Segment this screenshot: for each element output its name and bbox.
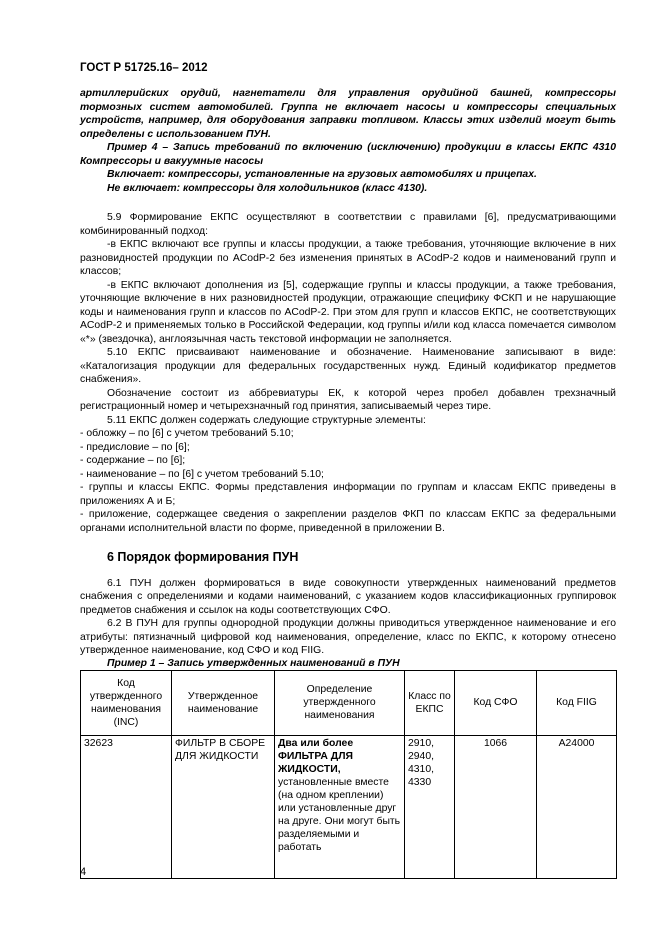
page-number: 4 [80, 866, 87, 878]
cell-definition [275, 735, 405, 878]
example4-line2: Включает: компрессоры, установленные на грузовых автомобилях и прицепах. [107, 169, 537, 180]
definition-bold-text: Два или более ФИЛЬТРА ДЛЯ ЖИДКОСТИ, [278, 737, 354, 775]
col-header-name: Утвержденное наименование [172, 670, 275, 735]
example1-title: Пример 1 – Запись утвержденных наименований в ПУН [107, 657, 400, 669]
list-item-preface: - предисловие – по [6]; [80, 441, 190, 453]
definition-text: установленные вместе (на одном креплении) или установленные друг на друге. Они могут быть разделяемыми и работать [278, 776, 401, 853]
cell-fiig: A24000 [537, 735, 617, 878]
paragraph-designation: Обозначение состоит из аббревиатуры ЕК, к которой через пробел добавлен трехзначный регистрационный номер и четырехзначный год принятия, записываемый через тире. [80, 387, 616, 412]
col-header-class: Класс по ЕКПС [405, 670, 455, 735]
document-header: ГОСТ Р 51725.16– 2012 [80, 62, 208, 74]
cell-class: 2910, 2940, 4310, 4330 [405, 735, 455, 878]
list-item-groups: - группы и классы ЕКПС. Формы представления информации по группам и классам ЕКПС приведены в приложениях А и Б; [80, 482, 616, 507]
paragraph-5-9-item-1: -в ЕКПС включают все группы и классы продукции, а также требования, уточняющие включение в них разновидностей продукции по ACodP-2 без изменения принятых в ACodP-2 кодов и наименований групп и классов; [80, 239, 616, 277]
paragraph-6-2: 6.2 В ПУН для группы однородной продукции должны приводиться утвержденное наименование и его атрибуты: пятизначный цифровой код наименования, определение, класс по ЕКПС, к которому отнесено утвержденное наименование, код СФО и код FIIG. [80, 618, 616, 656]
list-item-appendix: - приложение, содержащее сведения о закреплении разделов ФКП по классам ЕКПС за федеральными органами исполнительной власти по форме, приведенной в приложении В. [80, 509, 616, 534]
pun-table [80, 670, 617, 879]
example4-line3: Не включает: компрессоры для холодильников (класс 4130). [107, 182, 428, 194]
col-header-sfo: Код СФО [455, 670, 537, 735]
paragraph-5-10: 5.10 ЕКПС присваивают наименование и обозначение. Наименование записывают в виде: «Каталогизация продукции для федеральных государственных нужд. Единый кодификатор предметов снабжения». [80, 347, 616, 385]
cell-sfo: 1066 [455, 735, 537, 878]
cell-name: ФИЛЬТР В СБОРЕ ДЛЯ ЖИДКОСТИ [172, 735, 275, 878]
list-item-contents: - содержание – по [6]; [80, 455, 186, 466]
col-header-definition: Определение утвержденного наименования [275, 670, 405, 735]
paragraph-5-9: 5.9 Формирование ЕКПС осуществляют в соответствии с правилами [6], предусматривающими комбинированный подход: [80, 212, 616, 237]
paragraph-5-11: 5.11 ЕКПС должен содержать следующие структурные элементы: [107, 414, 426, 426]
table-row [81, 735, 617, 878]
spacer [80, 195, 616, 211]
col-header-fiig: Код FIIG [537, 670, 617, 735]
list-item-name: - наименование – по [6] с учетом требований 5.10; [80, 468, 324, 480]
page-content [80, 87, 616, 879]
cell-inc: 32623 [81, 735, 172, 878]
paragraph-6-1: 6.1 ПУН должен формироваться в виде совокупности утвержденных наименований предметов снабжения с определениями и кодами наименований, с указанием кодов классификационных группировок предметов снабжения и ссылок на коды соответствующих СФО. [80, 577, 616, 616]
table-header-row [81, 670, 617, 735]
paragraph-5-9-item-2: -в ЕКПС включают дополнения из [5], содержащие группы и классы продукции, а также требования, уточняющие включение в них разновидностей продукции, отражающие специфику ФСКП и не нарушающие коды и наименования групп и классов по ACodP-2. При этом для групп и классов ЕКПС, не соответствующих ACodP-2 и применяемых только в Российской Федерации, код группы и/или код класса помечается символом «*» (звездочка), англоязычная часть текстовой информации не заполняется. [80, 279, 616, 345]
list-item-cover: - обложку – по [6] с учетом требований 5.10; [80, 428, 294, 439]
section-6-title: 6 Порядок формирования ПУН [107, 550, 299, 564]
intro-italic-text: артиллерийских орудий, нагнетатели для управления орудийной башней, компрессоры тормозных систем автомобилей. Группа не включает насосы и компрессоры специальных устройств, например, для оборудования заправки топливом. Классы этих изделий могут быть определены с использованием ПУН. [80, 88, 616, 140]
example4-line1: Пример 4 – Запись требований по включению (исключению) продукции в классы ЕКПС 4310 Компрессоры и вакуумные насосы [80, 142, 616, 167]
col-header-inc: Код утвержденного наименования (INC) [81, 670, 172, 735]
